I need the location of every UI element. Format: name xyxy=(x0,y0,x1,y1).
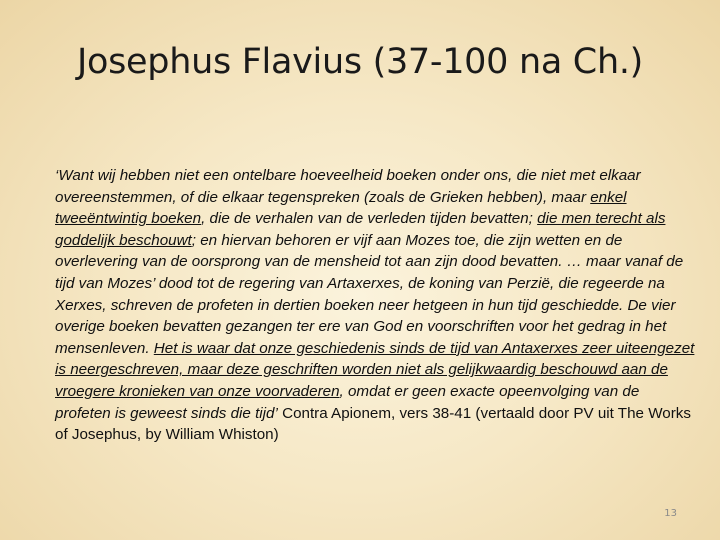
quote-text-4: , omdat er geen exacte opeenvolging van de profeten is geweest sinds die tijd’ xyxy=(55,382,640,422)
quote-citation: Contra Apionem, vers 38-41 (vertaald door PV uit The Works of Josephus, by William Whiston) xyxy=(55,404,691,444)
quote-text-1: ‘Want wij hebben niet een ontelbare hoeveelheid boeken onder ons, die niet met elkaar overeenstemmen, of die elkaar tegenspreken (zoals de Grieken hebben), maar xyxy=(55,167,641,206)
quote-paragraph xyxy=(55,165,695,446)
quote-underline-1: enkel tweeëntwintig boeken xyxy=(55,188,627,228)
quote-underline-3: Het is waar dat onze geschiedenis sinds de tijd van Antaxerxes zeer uiteengezet is neergeschreven, maar deze geschriften worden niet als gelijkwaardig beschouwd aan de vroegere kronieken van onze voorvaderen xyxy=(55,339,695,400)
slide-title: Josephus Flavius (37-100 na Ch.) xyxy=(76,42,644,82)
quote-text-3: ; en hiervan behoren er vijf aan Mozes toe, die zijn wetten en de overlevering van de oorsprong van de mensheid tot aan zijn dood bevatten. … maar vanaf de tijd van Mozes’ dood tot de regering van Artaxerxes, de koning van Perzië, die regeerde na Xerxes, schreven de profeten in dertien boeken neer hetgeen in hun tijd geschiedde. De vier overige boeken bevatten gezangen ter ere van God en voorschriften voor het gedrag in het mensenleven. xyxy=(55,231,684,357)
quote-text-2: , die de verhalen van de verleden tijden bevatten; xyxy=(201,210,538,228)
slide-number: 13 xyxy=(664,508,677,519)
quote-underline-2: die men terecht als goddelijk beschouwt xyxy=(55,210,666,249)
